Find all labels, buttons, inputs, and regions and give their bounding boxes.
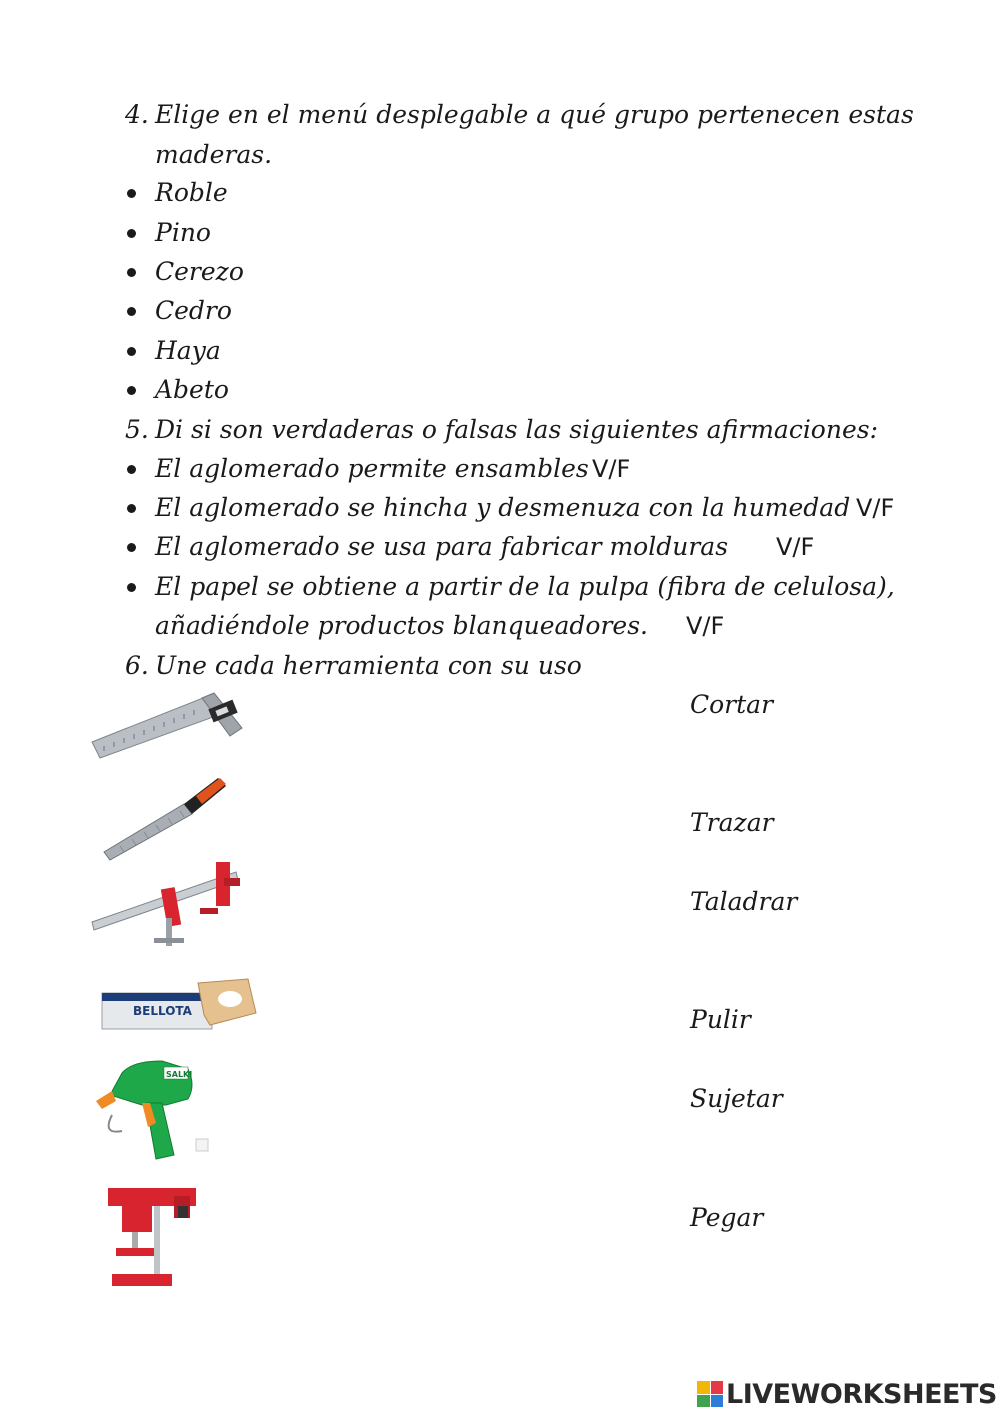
q5-number: 5.: [125, 415, 149, 444]
true-false-option[interactable]: V/F: [592, 455, 631, 483]
logo-square: [697, 1381, 710, 1394]
clamp-icon[interactable]: [90, 858, 242, 950]
statement-text: El aglomerado se hincha y desmenuza con la humedad: [155, 493, 851, 522]
bullet: [127, 307, 136, 316]
wood-label: Cerezo: [155, 257, 244, 286]
bullet: [127, 583, 136, 592]
use-label[interactable]: Taladrar: [690, 887, 798, 916]
drill-press-icon[interactable]: [104, 1182, 200, 1290]
q4-text-line1: Elige en el menú desplegable a qué grupo pertenecen estas: [155, 100, 914, 129]
handsaw-icon[interactable]: [100, 975, 258, 1035]
use-label[interactable]: Cortar: [690, 690, 774, 719]
logo-square: [711, 1381, 724, 1394]
wood-label: Abeto: [155, 375, 229, 404]
wood-label: Pino: [155, 218, 211, 247]
q4-number: 4.: [125, 100, 149, 129]
true-false-option[interactable]: V/F: [776, 533, 815, 561]
wood-label: Roble: [155, 178, 228, 207]
q6-number: 6.: [125, 651, 149, 680]
saw-brand: BELLOTA: [133, 1004, 192, 1018]
wood-label: Haya: [155, 336, 221, 365]
true-false-option[interactable]: V/F: [856, 494, 895, 522]
file-rasp-icon[interactable]: [100, 770, 230, 862]
glue-gun-brand: SALKI: [166, 1070, 193, 1079]
q4-text-line2: maderas.: [155, 140, 273, 169]
bullet: [127, 504, 136, 513]
logo-text: LIVEWORKSHEETS: [726, 1378, 997, 1410]
bullet: [127, 465, 136, 474]
use-label[interactable]: Trazar: [690, 808, 774, 837]
wood-label: Cedro: [155, 296, 232, 325]
use-label[interactable]: Sujetar: [690, 1084, 783, 1113]
statement-text: El aglomerado se usa para fabricar molduras: [155, 532, 729, 561]
true-false-option[interactable]: V/F: [686, 612, 725, 640]
bullet: [127, 543, 136, 552]
statement-text: El papel se obtiene a partir de la pulpa (fibra de celulosa),: [155, 572, 895, 601]
bullet: [127, 386, 136, 395]
statement-text: El aglomerado permite ensambles: [155, 454, 589, 483]
q5-title: Di si son verdaderas o falsas las siguientes afirmaciones:: [155, 415, 879, 444]
bullet: [127, 229, 136, 238]
use-label[interactable]: Pegar: [690, 1203, 764, 1232]
bullet: [127, 268, 136, 277]
logo-square: [697, 1395, 710, 1408]
use-label[interactable]: Pulir: [690, 1005, 751, 1034]
statement-text-cont: añadiéndole productos blanqueadores.: [155, 611, 648, 640]
liveworksheets-logo: [697, 1378, 997, 1410]
bullet: [127, 347, 136, 356]
q6-title: Une cada herramienta con su uso: [155, 651, 582, 680]
bullet: [127, 189, 136, 198]
glue-gun-icon[interactable]: [92, 1055, 212, 1165]
logo-mark-icon: [697, 1381, 723, 1407]
logo-square: [711, 1395, 724, 1408]
square-ruler-icon[interactable]: [90, 690, 245, 762]
